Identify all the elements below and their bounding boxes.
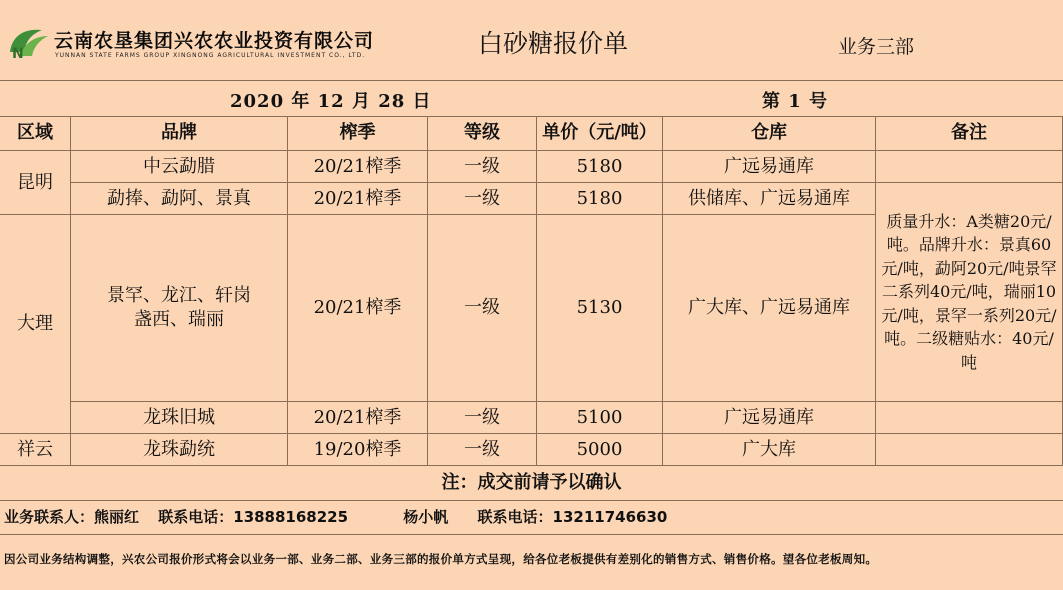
svg-text:N: N xyxy=(12,46,24,62)
divider xyxy=(0,534,1063,535)
date-row xyxy=(0,80,1063,117)
col-header-warehouse: 仓库 xyxy=(663,116,876,151)
issue-number: 第 1 号 xyxy=(762,91,829,112)
notice-text: 因公司业务结构调整，兴农公司报价形式将会以业务一部、业务二部、业务三部的报价单方式呈现，给各位老板提供有差别化的销售方式、销售价格。望各位老板周知。 xyxy=(4,552,878,566)
company-logo-icon xyxy=(6,22,50,62)
grade-cell: 一级 xyxy=(428,183,537,215)
col-header-price: 单价（元/吨） xyxy=(537,116,663,151)
brand-cell: 中云勐腊 xyxy=(71,151,288,183)
grade-cell: 一级 xyxy=(428,402,537,434)
brand-cell: 龙珠勐统 xyxy=(71,434,288,466)
department-label: 业务三部 xyxy=(838,36,915,58)
season-cell: 20/21榨季 xyxy=(288,215,428,402)
col-header-season: 榨季 xyxy=(288,116,428,151)
contact2-phone: 联系电话：13211746630 xyxy=(477,508,668,526)
warehouse-cell: 广大库 xyxy=(663,434,876,466)
region-cell: 祥云 xyxy=(0,434,71,466)
grade-cell: 一级 xyxy=(428,434,537,466)
season-cell: 19/20榨季 xyxy=(288,434,428,466)
warehouse-cell: 广远易通库 xyxy=(663,402,876,434)
price-cell: 5130 xyxy=(537,215,663,402)
warehouse-cell: 供储库、广远易通库 xyxy=(663,183,876,215)
confirm-note: 注：成交前请予以确认 xyxy=(0,466,1063,501)
grade-cell: 一级 xyxy=(428,215,537,402)
remark-empty-cell xyxy=(876,434,1063,466)
header xyxy=(0,0,1063,81)
grade-cell: 一级 xyxy=(428,151,537,183)
remark-empty-cell xyxy=(876,151,1063,183)
remark-cell: 质量升水：A类糖20元/吨。品牌升水：景真60元/吨，勐阿20元/吨景罕二系列40元/吨，瑞丽10元/吨，景罕一系列20元/吨。二级糖贴水：40元/吨 xyxy=(876,183,1063,402)
remark-empty-cell xyxy=(876,402,1063,434)
season-cell: 20/21榨季 xyxy=(288,151,428,183)
col-header-region: 区域 xyxy=(0,116,71,151)
contact1-phone: 联系电话：13888168225 xyxy=(158,508,349,526)
region-cell: 大理 xyxy=(0,215,71,434)
price-cell: 5000 xyxy=(537,434,663,466)
region-cell: 昆明 xyxy=(0,151,71,215)
warehouse-cell: 广远易通库 xyxy=(663,151,876,183)
warehouse-cell: 广大库、广远易通库 xyxy=(663,215,876,402)
contact-line xyxy=(4,506,681,527)
contact1-name: 业务联系人：熊丽红 xyxy=(4,508,140,526)
company-name-en: YUNNAN STATE FARMS GROUP XINGNONG AGRICULTURAL INVESTMENT CO., LTD. xyxy=(55,52,366,59)
price-cell: 5180 xyxy=(537,183,663,215)
brand-cell: 景罕、龙江、轩岗 盏西、瑞丽 xyxy=(71,215,288,402)
col-header-brand: 品牌 xyxy=(71,116,288,151)
quote-date: 2020 年 12 月 28 日 xyxy=(230,91,432,112)
contact2-name: 杨小帆 xyxy=(403,508,449,526)
brand-cell: 龙珠旧城 xyxy=(71,402,288,434)
season-cell: 20/21榨季 xyxy=(288,402,428,434)
col-header-grade: 等级 xyxy=(428,116,537,151)
price-cell: 5100 xyxy=(537,402,663,434)
page-title: 白砂糖报价单 xyxy=(478,29,629,58)
company-name: 云南农垦集团兴农农业投资有限公司 xyxy=(54,30,375,52)
price-cell: 5180 xyxy=(537,151,663,183)
brand-cell: 勐捧、勐阿、景真 xyxy=(71,183,288,215)
season-cell: 20/21榨季 xyxy=(288,183,428,215)
col-header-remark: 备注 xyxy=(876,116,1063,151)
